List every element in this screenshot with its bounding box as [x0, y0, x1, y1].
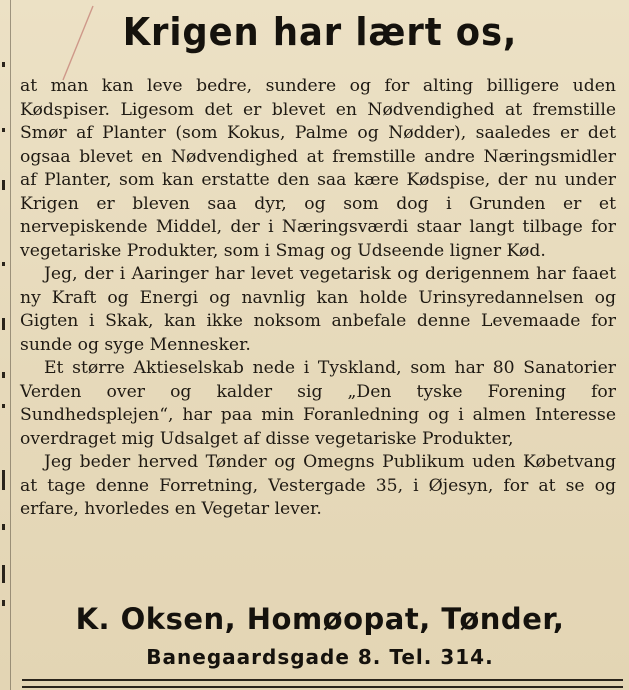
body-paragraph-2: Jeg, der i Aaringer har levet vegetarisk og derigennem har faaet ny Kraft og Energi og navnlig kan holde Urinsyredannelsen og Gigten i Skak, kan ikke noksom anbefale denne Levemaade for sunde og syge Mennesker.: [20, 264, 616, 355]
margin-print-marks: [2, 0, 10, 690]
bottom-double-rule: [22, 679, 623, 688]
body-paragraph-3: Et større Aktieselskab nede i Tyskland, som har 80 Sanatorier Verden over og kalder sig „Den tyske Forening for Sundhedsplejen“, har paa min Foranledning og i almen Interesse overdraget mig Udsalget af disse vegetariske Produkter,: [20, 358, 616, 449]
column-rule: [10, 0, 11, 690]
ad-body: [20, 75, 616, 522]
body-paragraph-1: at man kan leve bedre, sundere og for alting billigere uden Kødspiser. Ligesom det er blevet en Nødvendighed at fremstille Smør af Planter (som Kokus, Palme og Nødder), saaledes er det ogsaa blevet en Nødvendighed at fremstille andre Næringsmidler af Planter, som kan erstatte den saa kære Kødspise, der nu under Krigen er bleven saa dyr, og som dog i Grunden er et nervepiskende Middel, der i Næringsværdi staar langt tilbage for vegetariske Produkter, som i Smag og Udseende ligner Kød.: [20, 76, 616, 261]
ad-headline: Krigen har lært os,: [122, 10, 518, 54]
ad-address: Banegaardsgade 8. Tel. 314.: [146, 645, 494, 669]
ad-signature: K. Oksen, Homøopat, Tønder,: [75, 602, 565, 636]
body-paragraph-4: Jeg beder herved Tønder og Omegns Publikum uden Købetvang at tage denne Forretning, Vestergade 35, i Øjesyn, for at se og erfare, hvorledes en Vegetar lever.: [20, 452, 616, 519]
